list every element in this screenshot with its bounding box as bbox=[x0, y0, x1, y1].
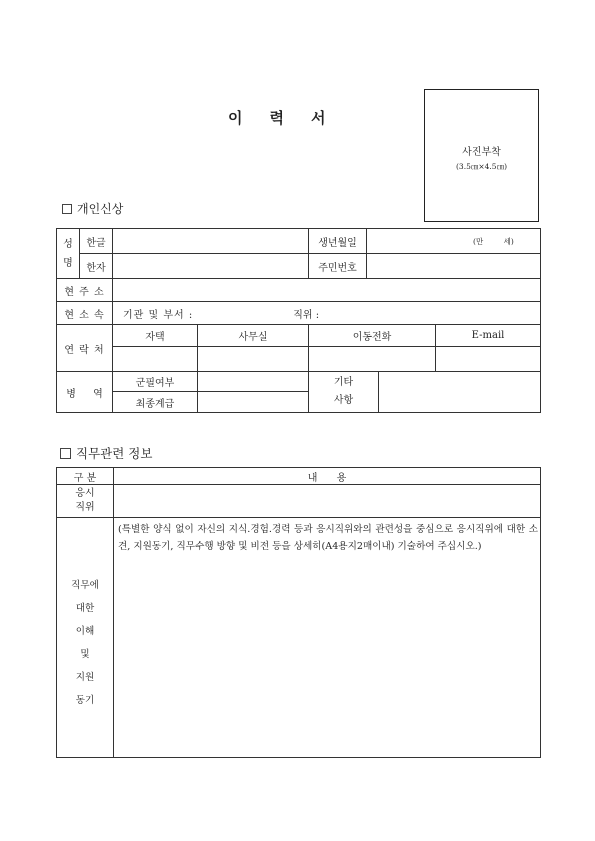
motive-label-5: 지원 bbox=[75, 671, 95, 683]
address-field[interactable] bbox=[113, 279, 541, 302]
contact-col-mobile: 이동전화 bbox=[309, 325, 436, 347]
motive-label-3: 이해 bbox=[75, 625, 95, 637]
document-title bbox=[228, 107, 326, 128]
hanja-name-field[interactable] bbox=[113, 254, 309, 279]
photo-label: 사진부착 bbox=[462, 147, 501, 158]
mobile-phone-field[interactable] bbox=[309, 347, 436, 372]
age-note[interactable] bbox=[367, 229, 541, 254]
name-label-1: 성 bbox=[63, 238, 73, 250]
applied-position-label bbox=[57, 485, 114, 518]
section-job-title bbox=[60, 444, 152, 462]
affiliation-label: 현 소 속 bbox=[57, 302, 113, 325]
name-label-2: 명 bbox=[63, 257, 73, 269]
home-phone-field[interactable] bbox=[113, 347, 198, 372]
applied-position-label-2: 직위 bbox=[75, 502, 95, 513]
office-phone-field[interactable] bbox=[198, 347, 309, 372]
name-label-cell bbox=[57, 229, 80, 279]
etc-label-1: 기타 bbox=[333, 377, 354, 388]
title-char-3: 서 bbox=[311, 109, 326, 127]
checkbox-icon bbox=[60, 448, 71, 459]
applied-position-label-1: 응시 bbox=[75, 488, 95, 499]
resident-number-field[interactable] bbox=[367, 254, 541, 279]
checkbox-icon bbox=[62, 204, 72, 214]
contact-col-email: E-mail bbox=[436, 325, 541, 347]
birth-label: 생년월일 bbox=[309, 229, 367, 254]
final-rank-label: 최종계급 bbox=[113, 392, 198, 413]
military-service-field[interactable] bbox=[198, 372, 309, 392]
military-label bbox=[57, 372, 113, 413]
motive-label-6: 동기 bbox=[75, 694, 95, 706]
etc-label bbox=[309, 372, 379, 413]
motive-label-2: 대한 bbox=[75, 602, 95, 614]
address-label: 현 주 소 bbox=[57, 279, 113, 302]
hangul-name-field[interactable] bbox=[113, 229, 309, 254]
section-job-label: 직무관련 정보 bbox=[76, 446, 153, 461]
applied-position-field[interactable] bbox=[114, 485, 541, 518]
email-field[interactable] bbox=[436, 347, 541, 372]
final-rank-field[interactable] bbox=[198, 392, 309, 413]
photo-size: (3.5㎝×4.5㎝) bbox=[456, 162, 507, 171]
content-header-text: 내 용 bbox=[307, 472, 347, 484]
position-label: 직위 : bbox=[293, 309, 320, 321]
motive-field[interactable] bbox=[114, 518, 541, 758]
title-char-1: 이 bbox=[228, 109, 243, 127]
section-personal-title bbox=[62, 200, 123, 217]
content-header bbox=[114, 468, 541, 485]
etc-field[interactable] bbox=[379, 372, 541, 413]
title-char-2: 력 bbox=[269, 109, 284, 127]
affiliation-field[interactable] bbox=[113, 302, 541, 325]
hanja-label: 한자 bbox=[80, 254, 113, 279]
military-service-label: 군필여부 bbox=[113, 372, 198, 392]
resident-label: 주민번호 bbox=[309, 254, 367, 279]
org-label: 기관 및 부서 : bbox=[123, 309, 194, 321]
age-note-text: (만 세) bbox=[473, 236, 514, 246]
section-personal-label: 개인신상 bbox=[77, 202, 124, 216]
photo-attachment-box[interactable] bbox=[424, 89, 539, 222]
etc-label-2: 사항 bbox=[333, 395, 354, 406]
contact-col-home: 자택 bbox=[113, 325, 198, 347]
motive-label bbox=[57, 518, 114, 758]
military-label-text: 병 역 bbox=[66, 388, 103, 400]
hangul-label: 한글 bbox=[80, 229, 113, 254]
contact-label: 연 락 처 bbox=[57, 325, 113, 372]
contact-col-office: 사무실 bbox=[198, 325, 309, 347]
personal-info-table bbox=[56, 228, 541, 413]
motive-label-4: 및 bbox=[80, 648, 90, 660]
job-info-table bbox=[56, 467, 541, 758]
motive-label-1: 직무에 bbox=[71, 579, 99, 591]
motive-instructions: (특별한 양식 없이 자신의 지식.경험.경력 등과 응시직위와의 관련성을 중심으로 응시직위에 대한 소견, 지원동기, 직무수행 방향 및 비전 등을 상세히(A4용지2매이내) 기술하여 주십시오.) bbox=[118, 524, 538, 552]
category-header: 구 분 bbox=[57, 468, 114, 485]
